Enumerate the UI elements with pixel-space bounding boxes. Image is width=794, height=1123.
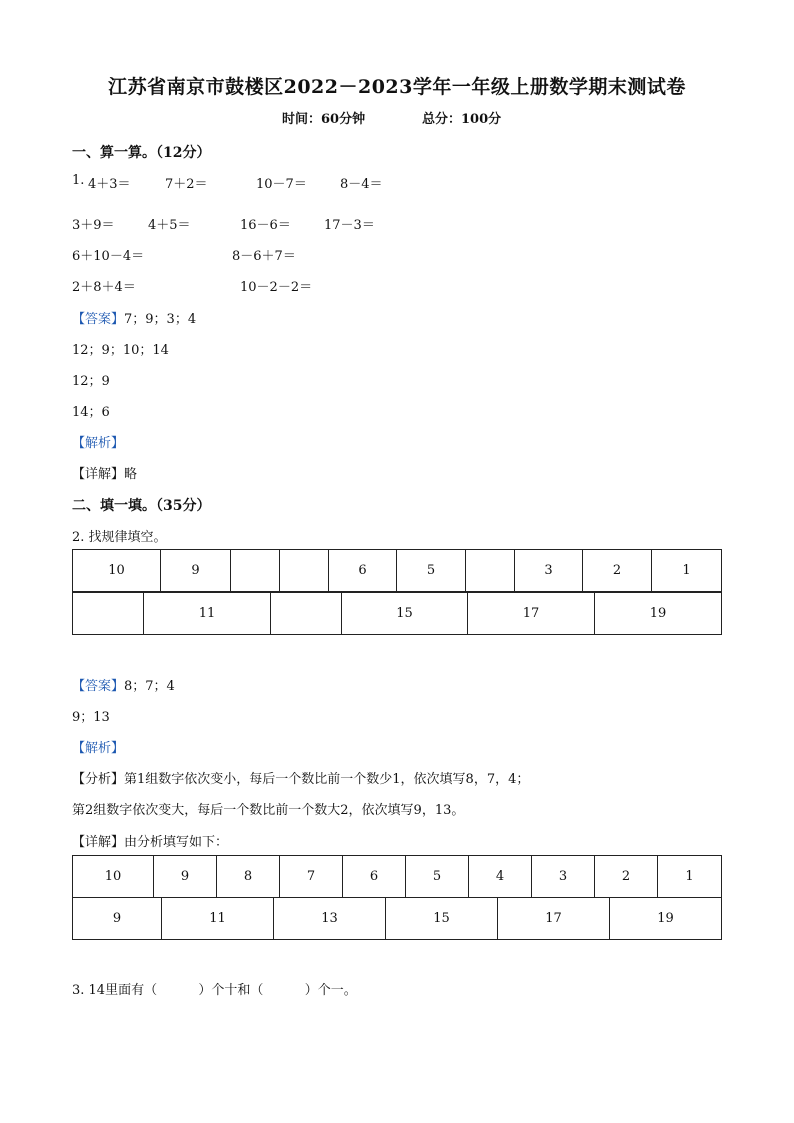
- table-cell: 17: [498, 898, 610, 940]
- table-cell: 7: [280, 856, 343, 898]
- calc-item: 8－6＋7＝: [232, 249, 296, 264]
- calc-item: 10－7＝: [256, 177, 307, 192]
- calc-item: 4＋5＝: [148, 218, 191, 233]
- exam-time: 时间：60分钟: [282, 112, 366, 127]
- detail-tag: 【详解】: [72, 467, 125, 482]
- question-1-number: 1.: [72, 173, 85, 188]
- table-cell: 15: [342, 593, 468, 635]
- table-cell: 9: [154, 856, 217, 898]
- answer-line: 7；9；3；4: [124, 312, 197, 327]
- fenxi-tag: 【分析】: [72, 772, 125, 787]
- blank-cell[interactable]: [280, 550, 329, 592]
- table-cell: 11: [162, 898, 274, 940]
- table-cell: 1: [658, 856, 722, 898]
- table-cell: 17: [468, 593, 595, 635]
- blank-cell[interactable]: [271, 593, 342, 635]
- blank-cell[interactable]: [73, 593, 144, 635]
- solved-table-row-2: [72, 897, 722, 940]
- table-cell: 8: [217, 856, 280, 898]
- calc-item: 17－3＝: [324, 218, 375, 233]
- detail-text: 略: [124, 467, 138, 482]
- calc-item: 4＋3＝: [88, 177, 131, 192]
- section-1-heading: 一、算一算。（12分）: [72, 145, 211, 161]
- table-cell: 6: [343, 856, 406, 898]
- table-cell: 1: [652, 550, 722, 592]
- detail-2: [72, 831, 228, 850]
- fenxi-line-2: 第2组数字依次变大，每后一个数比前一个数大2，依次填写9，13。: [72, 803, 465, 818]
- table-cell: 19: [595, 593, 722, 635]
- table-cell: 10: [73, 550, 161, 592]
- table-cell: 6: [329, 550, 397, 592]
- table-cell: 2: [595, 856, 658, 898]
- answer-tag: 【答案】: [72, 679, 125, 694]
- table-cell: 5: [397, 550, 466, 592]
- pattern-table-row-1: [72, 549, 722, 592]
- table-cell: 9: [73, 898, 162, 940]
- analysis-tag: 【解析】: [72, 436, 125, 451]
- answer-line: 9；13: [72, 710, 110, 725]
- pattern-table-row-2: [72, 592, 722, 635]
- table-cell: 4: [469, 856, 532, 898]
- answer-2: [72, 675, 175, 694]
- answer-tag: 【答案】: [72, 312, 125, 327]
- table-cell: 9: [161, 550, 231, 592]
- table-cell: 5: [406, 856, 469, 898]
- detail-text: 由分析填写如下：: [124, 835, 229, 850]
- table-cell: 10: [73, 856, 154, 898]
- page-title: 江苏省南京市鼓楼区2022－2023学年一年级上册数学期末测试卷: [108, 76, 686, 98]
- fenxi-text: 第1组数字依次变小，每后一个数比前一个数少1，依次填写8，7，4；: [124, 772, 530, 787]
- calc-item: 10－2－2＝: [240, 280, 313, 295]
- calc-item: 2＋8＋4＝: [72, 280, 136, 295]
- calc-item: 8－4＝: [340, 177, 383, 192]
- question-3-prompt: 3. 14里面有（ ）个十和（ ）个一。: [72, 983, 357, 998]
- table-cell: 13: [274, 898, 386, 940]
- table-cell: 11: [144, 593, 271, 635]
- answer-line: 14；6: [72, 405, 110, 420]
- section-2-heading: 二、填一填。（35分）: [72, 498, 211, 514]
- answer-line: 8；7；4: [124, 679, 175, 694]
- fenxi-line: [72, 768, 529, 787]
- blank-cell[interactable]: [231, 550, 280, 592]
- blank-cell[interactable]: [466, 550, 515, 592]
- table-cell: 3: [515, 550, 583, 592]
- analysis-tag: 【解析】: [72, 741, 125, 756]
- exam-total-score: 总分：100分: [422, 112, 502, 127]
- table-cell: 2: [583, 550, 652, 592]
- detail-1: [72, 463, 137, 482]
- answer-line: 12；9；10；14: [72, 343, 169, 358]
- table-cell: 15: [386, 898, 498, 940]
- answer-1: [72, 308, 196, 327]
- solved-table-row-1: [72, 855, 722, 898]
- calc-item: 7＋2＝: [165, 177, 208, 192]
- table-cell: 19: [610, 898, 722, 940]
- calc-item: 6＋10－4＝: [72, 249, 145, 264]
- table-cell: 3: [532, 856, 595, 898]
- answer-line: 12；9: [72, 374, 110, 389]
- calc-item: 16－6＝: [240, 218, 291, 233]
- question-2-prompt: 2. 找规律填空。: [72, 530, 167, 545]
- detail-tag: 【详解】: [72, 835, 125, 850]
- calc-item: 3＋9＝: [72, 218, 115, 233]
